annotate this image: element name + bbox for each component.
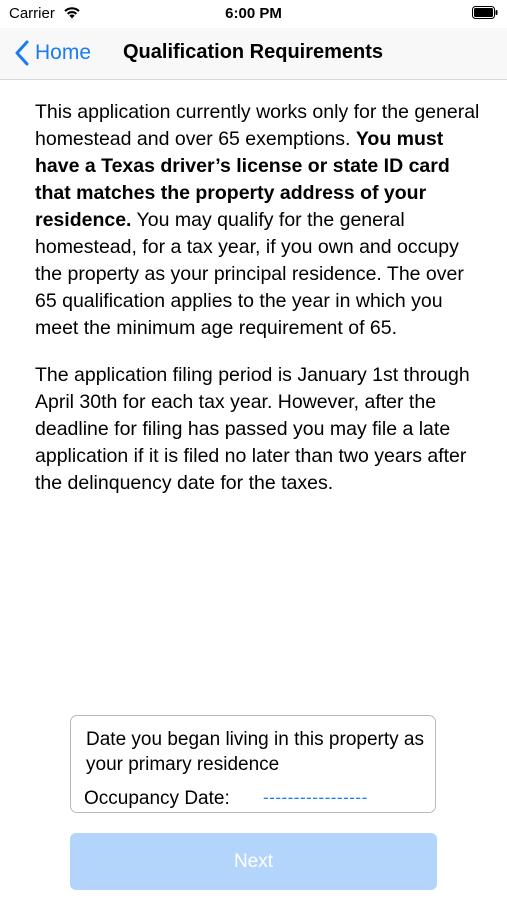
battery-icon [472,6,498,19]
eligibility-details: You may qualify for the general homestead, for a tax year, if you own and occupy the property as your principal residence. The over 65 qualification applies to the year in which you meet the minimum age requirement of 65. [35,209,464,339]
requirements-text [35,99,480,517]
paragraph-eligibility [35,99,480,342]
carrier-label: Carrier [9,5,55,22]
eligibility-intro: This application currently works only for the general homestead and over 65 exemptions. [35,101,480,150]
eligibility-license-requirement: You must have a Texas driver’s license or state ID card that matches the property address of your residence. [35,128,450,231]
clock: 6:00 PM [225,5,282,22]
next-button[interactable]: Next [70,833,437,890]
chevron-left-icon [14,40,29,66]
occupancy-prompt: Date you began living in this property as your primary residence [86,729,424,775]
back-label: Home [35,41,92,64]
paragraph-filing-period: The application filing period is January 1st through April 30th for each tax year. However, after the deadline for filing has passed you may file a late application if it is filed no later than two years after the delinquency date for the taxes. [35,364,470,494]
occupancy-date-card [70,715,436,813]
back-button[interactable] [14,39,91,67]
occupancy-date-label: Occupancy Date: [84,788,230,809]
navigation-bar [0,28,507,80]
occupancy-date-field[interactable]: ----------------- [263,788,368,807]
status-bar [0,0,507,28]
page-title: Qualification Requirements [123,41,384,63]
